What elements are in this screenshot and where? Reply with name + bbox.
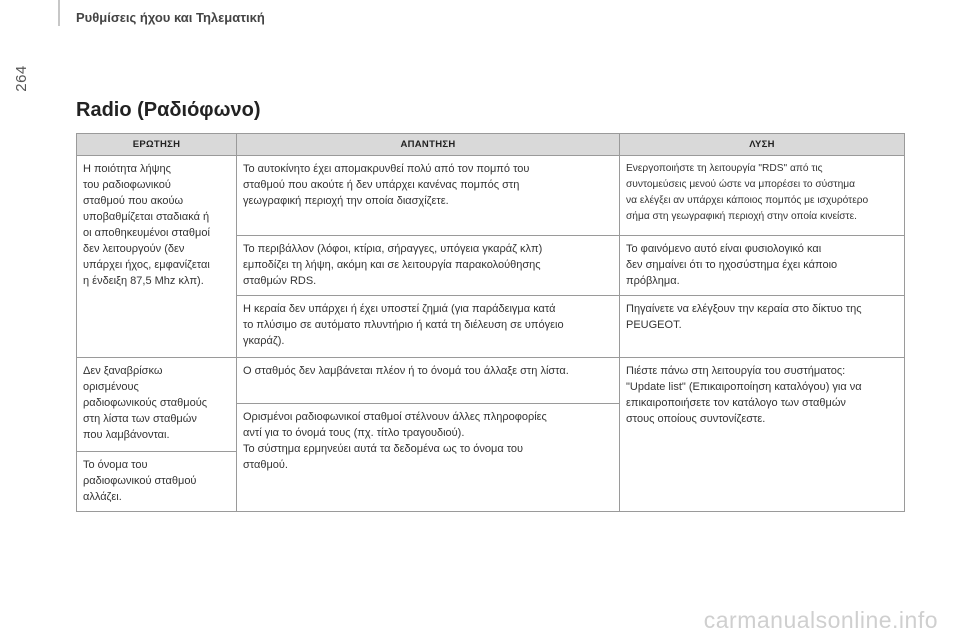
solution-cell: Ενεργοποιήστε τη λειτουργία "RDS" από τις συντομεύσεις μενού ώστε να μπορέσει το σύστημα να ελέγξει αν υπάρχει κάποιος πομπός με ισχυρότερο σήμα στη γεωγραφική περιοχή στην οποία κινείστε. <box>620 156 905 236</box>
table-header-row <box>77 134 905 156</box>
solution-cell: Πηγαίνετε να ελέγξουν την κεραία στο δίκτυο της PEUGEOT. <box>620 296 905 358</box>
faq-table <box>76 133 905 512</box>
column-header-solution: ΛΥΣΗ <box>620 134 905 156</box>
answer-cell: Ο σταθμός δεν λαμβάνεται πλέον ή το όνομά του άλλαξε στη λίστα. <box>237 358 620 404</box>
question-cell: Δεν ξαναβρίσκω ορισμένους ραδιοφωνικούς σταθμούς στη λίστα των σταθμών που λαμβάνονται. <box>77 358 237 452</box>
side-divider <box>58 0 60 26</box>
solution-cell: Πιέστε πάνω στη λειτουργία του συστήματος: "Update list" (Επικαιροποίηση καταλόγου) για να επικαιροποιήσετε τον κατάλογο των σταθμών στους οποίους συντονίζεστε. <box>620 358 905 512</box>
page-number: 264 <box>12 65 30 92</box>
header-title: Ρυθμίσεις ήχου και Τηλεματική <box>76 10 265 25</box>
column-header-question: ΕΡΩΤΗΣΗ <box>77 134 237 156</box>
watermark: carmanualsonline.info <box>703 607 938 633</box>
question-cell: Η ποιότητα λήψης του ραδιοφωνικού σταθμού που ακούω υποβαθμίζεται σταδιακά ή οι αποθηκευμένοι σταθμοί δεν λειτουργούν (δεν υπάρχει ήχος, εμφανίζεται η ένδειξη 87,5 Mhz κλπ). <box>77 156 237 358</box>
answer-cell: Ορισμένοι ραδιοφωνικοί σταθμοί στέλνουν άλλες πληροφορίες αντί για το όνομά τους (πχ. τίτλο τραγουδιού). Το σύστημα ερμηνεύει αυτά τα δεδομένα ως το όνομα του σταθμού. <box>237 404 620 512</box>
table-row <box>77 156 905 236</box>
answer-cell: Το αυτοκίνητο έχει απομακρυνθεί πολύ από τον πομπό του σταθμού που ακούτε ή δεν υπάρχει κανένας πομπός στη γεωγραφική περιοχή την οποία διασχίζετε. <box>237 156 620 236</box>
question-cell: Το όνομα του ραδιοφωνικού σταθμού αλλάζει. <box>77 452 237 512</box>
table-row <box>77 358 905 404</box>
answer-cell: Η κεραία δεν υπάρχει ή έχει υποστεί ζημιά (για παράδειγμα κατά το πλύσιμο σε αυτόματο πλυντήριο ή κατά τη διέλευση σε υπόγειο γκαράζ). <box>237 296 620 358</box>
solution-cell: Το φαινόμενο αυτό είναι φυσιολογικό και δεν σημαίνει ότι το ηχοσύστημα έχει κάποιο πρόβλημα. <box>620 236 905 296</box>
column-header-answer: ΑΠΑΝΤΗΣΗ <box>237 134 620 156</box>
answer-cell: Το περιβάλλον (λόφοι, κτίρια, σήραγγες, υπόγεια γκαράζ κλπ) εμποδίζει τη λήψη, ακόμη και σε λειτουργία παρακολούθησης σταθμών RDS. <box>237 236 620 296</box>
section-title: Radio (Ραδιόφωνο) <box>76 99 261 121</box>
